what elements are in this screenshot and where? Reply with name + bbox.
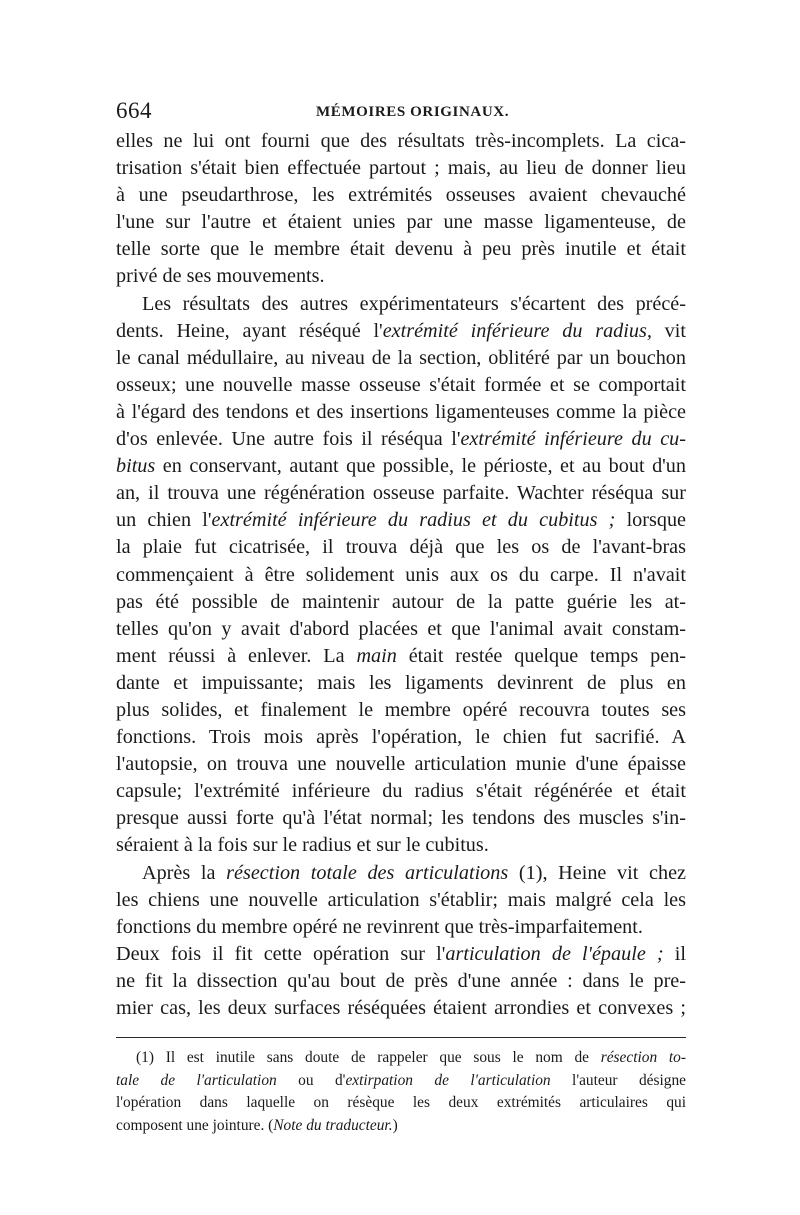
text-line [116,860,686,887]
page-number: 664 [116,98,152,123]
text-line: trisation s'était bien effectuée partout ; mais, au lieu de donner lieu [116,157,686,180]
text-run: Après la [142,861,227,884]
italic-run: résection totale des articulations [226,861,509,884]
italic-run: extrémité inférieure du radius, [382,319,652,342]
text-run: vit [651,319,686,342]
italic-run: résection to- [600,1049,686,1066]
body-text [116,128,686,1022]
text-run: dents. Heine, ayant réséqué l' [116,319,383,342]
footnote-line [116,1070,686,1093]
italic-run: extrémité inférieure du radius et du cubitus ; [211,509,616,532]
text-line: telles qu'on y avait d'abord placées et que l'animal avait constam- [116,617,686,640]
text-run: d'os enlevée. Une autre fois il réséqua l' [116,428,461,451]
text-line: la plaie fut cicatrisée, il trouva déjà que les os de l'avant-bras [116,536,686,559]
text-line [116,318,686,345]
text-run: un chien l' [116,509,212,532]
text-line: an, il trouva une régénération osseuse parfaite. Wachter réséqua sur [116,482,686,505]
footnote [116,1047,686,1137]
text-line: l'une sur l'autre et étaient unies par une masse ligamenteuse, de [116,211,686,234]
text-line: Les résultats des autres expérimentateurs s'écartent des précé- [142,292,686,315]
italic-run: articulation de l'épaule ; [445,942,664,965]
text-line [116,426,686,453]
text-line: pas été possible de maintenir autour de la patte guérie les at- [116,590,686,613]
footnote-line [116,1115,686,1138]
italic-run: bitus [116,455,156,478]
text-line: telle sorte que le membre était devenu à peu près inutile et était [116,238,686,261]
text-line: capsule; l'extrémité inférieure du radius s'était régénérée et était [116,780,686,803]
text-line: mier cas, les deux surfaces réséquées étaient arrondies et convexes ; [116,997,686,1019]
italic-run: Note du traducteur. [273,1116,393,1134]
text-line: elles ne lui ont fourni que des résultats très-incomplets. La cica- [116,130,686,152]
text-line: séraient à la fois sur le radius et sur le cubitus. [116,834,489,857]
text-line: presque aussi forte qu'à l'état normal; les tendons des muscles s'in- [116,807,686,830]
text-run: lorsque [615,509,687,532]
italic-run: main [356,644,397,667]
text-line [116,941,686,968]
text-line: ne fit la dissection qu'au bout de près d'une année : dans le pre- [116,969,686,992]
text-line [116,507,686,534]
text-run: ou d' [276,1071,346,1089]
footnote-line: l'opération dans laquelle on résèque les deux extrémités articulaires qui [116,1094,686,1112]
text-line: à l'égard des tendons et des insertions ligamenteuses comme la pièce [116,400,686,423]
text-run: ment réussi à enlever. La [116,644,357,667]
text-run: composent une jointure. ( [116,1116,274,1134]
text-run: l'auteur désigne [550,1071,686,1089]
text-line: commençaient à être solidement unis aux os du carpe. Il n'avait [116,563,686,586]
text-run: (1) Il est inutile sans doute de rappeler que sous le nom de [136,1049,601,1066]
text-line: fonctions. Trois mois après l'opération, le chien fut sacrifié. A [116,726,686,749]
text-run: en conservant, autant que possible, le périoste, et au bout d'un [155,455,686,478]
italic-run: extrémité inférieure du cu- [460,428,686,451]
text-line: à une pseudarthrose, les extrémités osseuses avaient chevauché [116,184,686,207]
text-line [116,643,686,670]
text-line: privé de ses mouvements. [116,265,325,288]
text-run: il [663,942,687,965]
running-header [116,97,686,127]
text-run: était restée quelque temps pen- [396,644,687,667]
italic-run: tale de l'articulation [116,1071,277,1089]
text-line: le canal médullaire, au niveau de la section, oblitéré par un bouchon [116,346,686,369]
text-run: Deux fois il fit cette opération sur l' [116,942,446,965]
text-line: osseux; une nouvelle masse osseuse s'était formée et se comportait [116,373,686,396]
text-line: plus solides, et finalement le membre opéré recouvra toutes ses [116,698,686,721]
footnote-divider [116,1037,686,1038]
text-line: les chiens une nouvelle articulation s'établir; mais malgré cela les [116,888,686,911]
running-title: MÉMOIRES ORIGINAUX. [316,104,510,120]
italic-run: extirpation de l'articulation [345,1071,551,1089]
text-run: (1), Heine vit chez [508,861,687,884]
text-run: ) [392,1116,398,1134]
text-line [116,453,686,480]
footnote-line [116,1047,686,1070]
text-line: l'autopsie, on trouva une nouvelle articulation munie d'une épaisse [116,753,686,776]
text-line: dante et impuissante; mais les ligaments devinrent de plus en [116,671,686,694]
text-line: fonctions du membre opéré ne revinrent que très-imparfaitement. [116,915,643,938]
